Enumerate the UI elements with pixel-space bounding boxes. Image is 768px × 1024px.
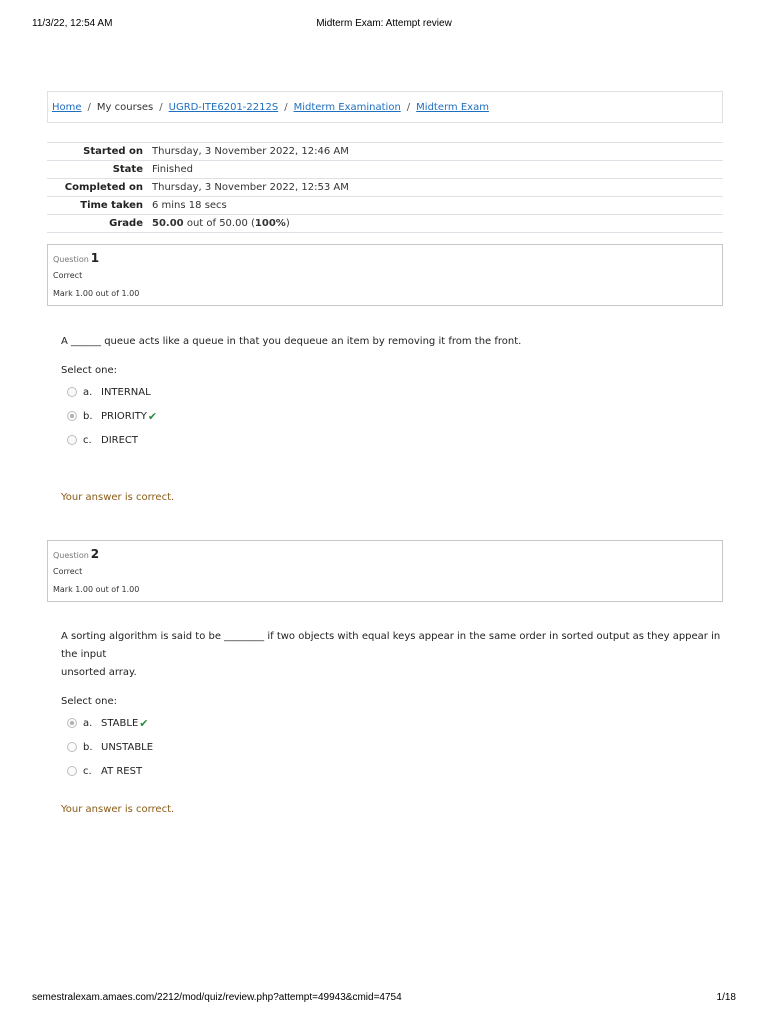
print-datetime: 11/3/22, 12:54 AM bbox=[32, 18, 113, 29]
breadcrumb-home-link[interactable]: Home bbox=[52, 101, 82, 113]
question-1-content bbox=[61, 333, 721, 452]
summary-row-state bbox=[47, 161, 723, 179]
question-mark: Mark 1.00 out of 1.00 bbox=[53, 289, 140, 298]
question-text-line-1: A sorting algorithm is said to be ________ if two objects with equal keys appear in the same order in sorted output as they appear in the input bbox=[61, 631, 721, 660]
time-taken-value: 6 mins 18 secs bbox=[152, 200, 227, 211]
print-footer bbox=[32, 992, 736, 1006]
attempt-summary-table bbox=[47, 142, 723, 233]
grade-label: Grade bbox=[109, 218, 143, 229]
question-mark: Mark 1.00 out of 1.00 bbox=[53, 585, 140, 594]
summary-row-started bbox=[47, 143, 723, 161]
option-c[interactable] bbox=[61, 759, 721, 783]
summary-row-time bbox=[47, 197, 723, 215]
started-value: Thursday, 3 November 2022, 12:46 AM bbox=[152, 146, 349, 157]
question-text bbox=[61, 628, 721, 682]
question-1-feedback: Your answer is correct. bbox=[61, 492, 175, 503]
question-state: Correct bbox=[53, 567, 83, 576]
option-letter: a. bbox=[83, 386, 93, 398]
breadcrumb bbox=[47, 91, 723, 123]
radio-button-selected[interactable] bbox=[67, 718, 77, 728]
print-header bbox=[32, 18, 736, 32]
option-letter: b. bbox=[83, 741, 93, 753]
summary-row-grade bbox=[47, 215, 723, 233]
breadcrumb-course-link[interactable]: UGRD-ITE6201-2212S bbox=[168, 101, 279, 113]
option-b[interactable] bbox=[61, 735, 721, 759]
question-label: Question bbox=[53, 551, 89, 560]
grade-value bbox=[148, 215, 723, 233]
radio-button[interactable] bbox=[67, 766, 77, 776]
breadcrumb-my-courses: My courses bbox=[96, 101, 154, 113]
option-text: AT REST bbox=[101, 765, 143, 777]
check-icon: ✔ bbox=[147, 409, 158, 423]
question-label: Question bbox=[53, 255, 89, 264]
started-label: Started on bbox=[83, 146, 143, 157]
grade-score: 50.00 bbox=[152, 218, 184, 229]
option-a[interactable] bbox=[61, 380, 721, 404]
radio-button[interactable] bbox=[67, 435, 77, 445]
option-text: DIRECT bbox=[101, 434, 139, 446]
question-2-content bbox=[61, 628, 721, 783]
state-label: State bbox=[112, 164, 143, 175]
option-letter: a. bbox=[83, 717, 93, 729]
breadcrumb-separator: / bbox=[406, 101, 411, 113]
grade-close: ) bbox=[285, 218, 290, 229]
option-text: INTERNAL bbox=[101, 386, 151, 398]
time-taken-label: Time taken bbox=[80, 200, 143, 211]
select-one-prompt: Select one: bbox=[61, 696, 118, 707]
completed-label: Completed on bbox=[64, 182, 143, 193]
radio-button[interactable] bbox=[67, 742, 77, 752]
question-state: Correct bbox=[53, 271, 83, 280]
option-c[interactable] bbox=[61, 428, 721, 452]
option-text: UNSTABLE bbox=[101, 741, 154, 753]
summary-row-completed bbox=[47, 179, 723, 197]
option-a[interactable] bbox=[61, 711, 721, 735]
radio-button-selected[interactable] bbox=[67, 411, 77, 421]
question-2-info bbox=[47, 540, 723, 602]
breadcrumb-quiz-link[interactable]: Midterm Exam bbox=[416, 101, 489, 113]
question-number-value: 2 bbox=[90, 547, 100, 561]
option-text: STABLE bbox=[101, 717, 139, 729]
question-number bbox=[53, 545, 717, 563]
answer-options bbox=[61, 711, 721, 783]
option-text: PRIORITY bbox=[101, 410, 147, 422]
print-url: semestralexam.amaes.com/2212/mod/quiz/review.php?attempt=49943&cmid=4754 bbox=[32, 992, 402, 1003]
question-text: A ______ queue acts like a queue in that you dequeue an item by removing it from the front. bbox=[61, 336, 522, 347]
breadcrumb-separator: / bbox=[159, 101, 163, 113]
question-2-feedback: Your answer is correct. bbox=[61, 804, 175, 815]
grade-out-of: out of 50.00 ( bbox=[183, 218, 255, 229]
breadcrumb-separator: / bbox=[284, 101, 288, 113]
grade-percent: 100% bbox=[254, 218, 286, 229]
option-letter: c. bbox=[83, 765, 92, 777]
check-icon: ✔ bbox=[139, 716, 149, 730]
breadcrumb-section-link[interactable]: Midterm Examination bbox=[293, 101, 401, 113]
answer-options bbox=[61, 380, 721, 452]
question-text-line-2: unsorted array. bbox=[61, 667, 137, 678]
question-number-value: 1 bbox=[90, 251, 100, 265]
question-number bbox=[53, 249, 717, 267]
state-value: Finished bbox=[152, 164, 193, 175]
radio-button[interactable] bbox=[67, 387, 77, 397]
print-page-number: 1/18 bbox=[716, 992, 736, 1003]
print-title: Midterm Exam: Attempt review bbox=[316, 18, 452, 29]
option-letter: b. bbox=[83, 410, 93, 422]
completed-value: Thursday, 3 November 2022, 12:53 AM bbox=[152, 182, 349, 193]
option-letter: c. bbox=[83, 434, 92, 446]
breadcrumb-separator: / bbox=[87, 101, 91, 113]
option-b[interactable] bbox=[61, 404, 721, 428]
question-1-info bbox=[47, 244, 723, 306]
select-one-prompt: Select one: bbox=[61, 365, 118, 376]
